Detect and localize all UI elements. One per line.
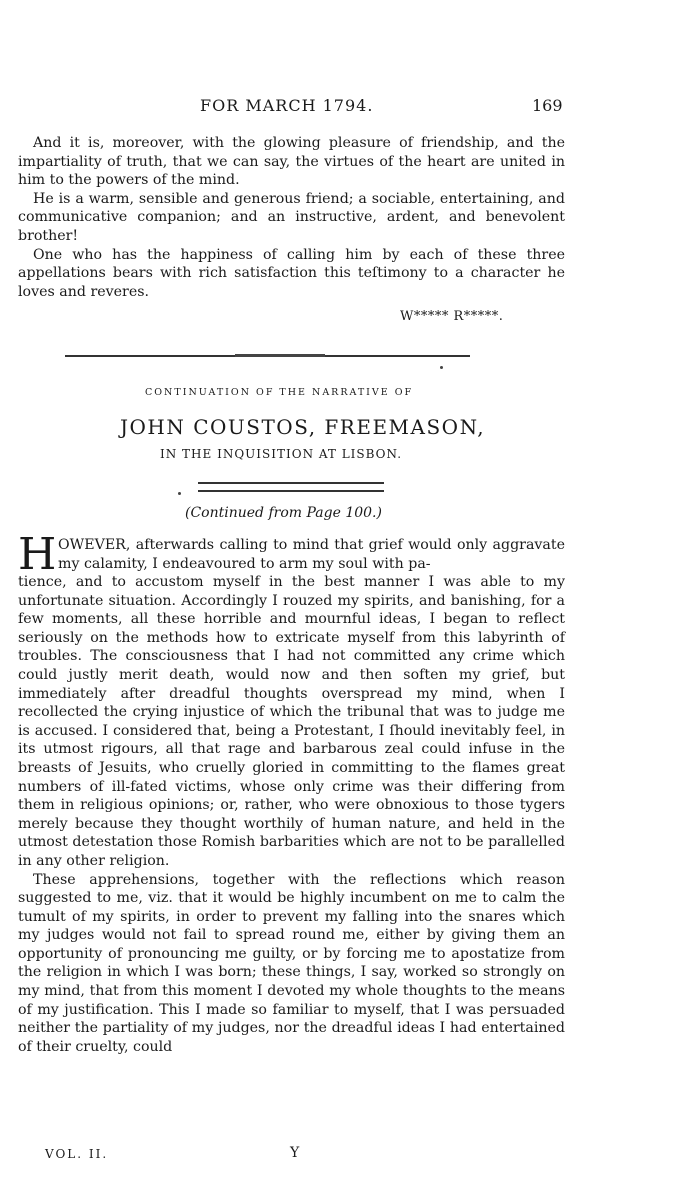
continued-from: (Continued from Page 100.) (185, 505, 382, 521)
author-signature: W***** R*****. (400, 309, 504, 324)
article-subtitle: IN THE INQUISITION AT LISBON. (160, 447, 403, 461)
section-divider (65, 355, 470, 357)
body-paragraph: These apprehensions, together with the reflections which reason suggested to me, viz. that it would be highly incumbent on me to calm the tumult of my spirits, in order to prevent my falling into the snares which my judges would not fail to spread round me, either by giving them an opportunity of pronouncing me guilty, or by forcing me to apostatize from the religion in which I was born; these things, I say, worked so strongly on my mind, that from this moment I devoted my whole thoughts to the means of my justification. This I made so familiar to myself, that I was persuaded neither the partiality of my judges, nor the dreadful ideas I had entertained of their cruelty, could (18, 871, 565, 1055)
body-paragraph: tience, and to accustom myself in the best manner I was able to my unfortunate situation. Accordingly I rouzed my spirits, and banishing, for a few moments, all these horrible and mournful ideas, I began to reflect seriously on the methods how to extricate myself from this labyrinth of troubles. The consciousness that I had not committed any crime which could justly merit death, would now and then soften my grief, but immediately after dreadful thoughts overspread my mind, when I recollected the crying injustice of which the tribunal that was to judge me is accused. I considered that, being a Protestant, I ſhould inevitably feel, in its utmost rigours, all that rage and barbarous zeal could infuse in the breasts of Jesuits, who cruelly gloried in committing to the flames great numbers of ill-fated victims, whose only crime was their differing from them in religious opinions; or, rather, who were obnoxious to those tygers merely because they thought worthily of human nature, and held in the utmost detestation those Romish barbarities which are not to be parallelled in any other religion. (18, 574, 565, 869)
intro-paragraph: One who has the happiness of calling him by each of these three appellations bears with rich satisfaction this teſtimony to a character he loves and reveres. (18, 246, 565, 300)
intro-text (18, 134, 565, 301)
header-title: FOR MARCH 1794. (200, 96, 374, 115)
article-body (18, 573, 565, 1056)
continuation-label: CONTINUATION OF THE NARRATIVE OF (145, 387, 414, 398)
running-header (0, 96, 685, 118)
opening-lines: OWEVER, afterwards calling to mind that grief would only aggravate my calamity, I endeavoured to arm my soul with pa- (58, 537, 565, 572)
divider-dot (440, 366, 443, 369)
title-rule (198, 482, 384, 492)
drop-cap: H (18, 529, 57, 580)
volume-label: VOL. II. (45, 1147, 109, 1161)
rule-dot (178, 492, 181, 495)
signature-mark: Y (290, 1145, 300, 1161)
intro-paragraph: And it is, moreover, with the glowing pleasure of friendship, and the impartiality of truth, that we can say, the virtues of the heart are united in him to the powers of the mind. (18, 135, 565, 189)
intro-paragraph: He is a warm, sensible and generous friend; a sociable, entertaining, and communicative companion; and an instructive, ardent, and benevolent brother! (18, 190, 565, 244)
page-number: 169 (532, 96, 563, 115)
article-title: JOHN COUSTOS, FREEMASON, (120, 415, 486, 439)
